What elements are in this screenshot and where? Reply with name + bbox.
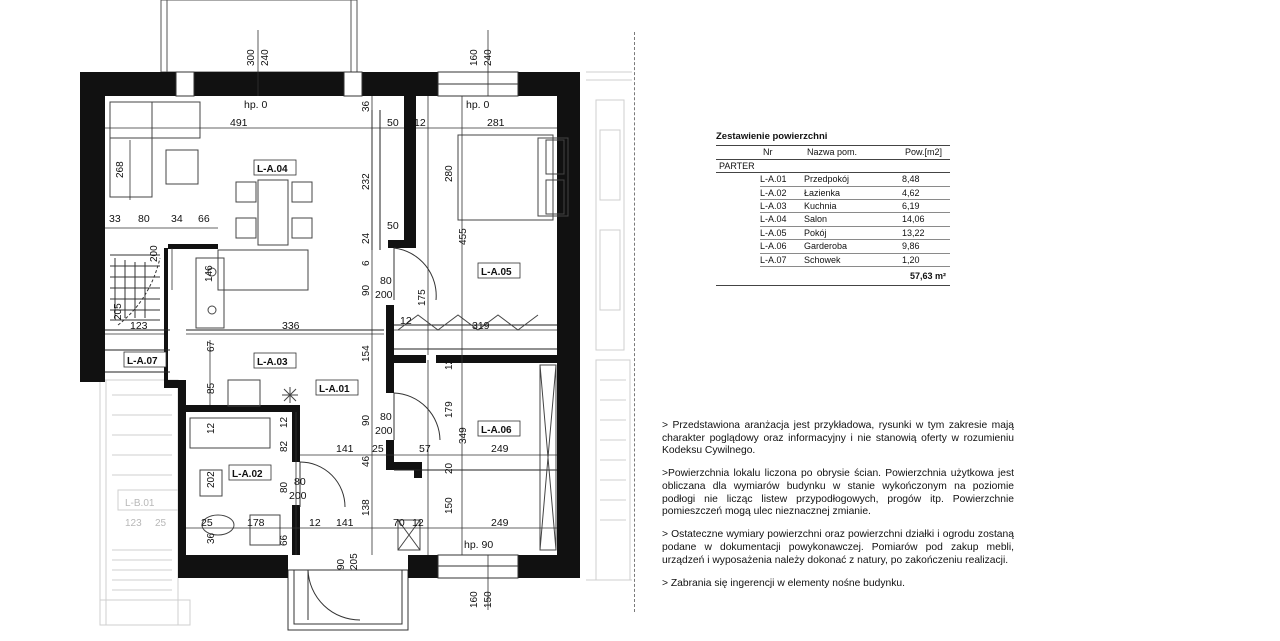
room-label-r1: L-A.01	[319, 384, 350, 395]
table-title: Zestawienie powierzchni	[716, 131, 950, 146]
table-header	[716, 146, 950, 159]
cell-name: Schowek	[804, 254, 841, 265]
dim-h66: 66	[198, 213, 210, 225]
cell-area: 4,62	[902, 187, 920, 198]
note-4: > Zabrania się ingerencji w elementy nośne budynku.	[662, 577, 905, 589]
note-2: >Powierzchnia lokalu liczona po obrysie ścian. Powierzchnia użytkowa jest obliczana dla wymiarów budynku w stanie wykończonym na poziomie podłogi nie licząc listew przypodłogowych, progów itp. Powierzchnie pomieszczeń mogą ulec nieznacznej zmianie.	[662, 468, 1014, 518]
dim-v205: 205	[113, 303, 124, 320]
cell-nr: L-A.03	[760, 201, 787, 212]
cell-nr: L-A.06	[760, 241, 787, 252]
dim-v36a: 36	[361, 100, 372, 112]
cell-area: 9,86	[902, 241, 920, 252]
dim-v202: 202	[206, 471, 217, 488]
cell-nr: L-A.01	[760, 174, 787, 185]
dim-d3b: 200	[289, 490, 307, 502]
dim-w3b: 150	[483, 591, 494, 608]
dim-h33: 33	[109, 213, 121, 225]
dim-v90a: 90	[361, 284, 372, 296]
dim-v146: 146	[204, 265, 215, 282]
dim-h12c: 12	[309, 517, 321, 529]
table-row	[760, 254, 950, 267]
dim-v6: 6	[361, 260, 372, 266]
dim-d1b: 200	[375, 289, 393, 301]
cell-name: Garderoba	[804, 241, 848, 252]
neighbor-unit-right	[586, 72, 632, 580]
dim-v46: 46	[361, 455, 372, 467]
dim-v67: 67	[206, 340, 217, 352]
dim-v349: 349	[458, 427, 469, 444]
cell-name: Kuchnia	[804, 201, 837, 212]
dim-h80: 80	[138, 213, 150, 225]
room-label-r2: L-A.02	[232, 469, 263, 480]
table-total: 57,63 m²	[716, 267, 950, 286]
dim-v154: 154	[361, 345, 372, 362]
dim-d2b: 200	[375, 425, 393, 437]
dim-v66: 66	[279, 534, 290, 546]
dim-h141b: 141	[336, 517, 354, 529]
cell-area: 8,48	[902, 174, 920, 185]
cell-nr: L-A.07	[760, 254, 787, 265]
room-label-r4: L-A.04	[257, 164, 288, 175]
dim-d4a: 90	[336, 558, 347, 570]
cell-name: Salon	[804, 214, 828, 225]
dim-v232: 232	[361, 173, 372, 190]
header-nr: Nr	[763, 147, 773, 158]
dim-h70: 70	[393, 517, 405, 529]
room-label-r3: L-A.03	[257, 357, 288, 368]
cell-area: 6,19	[902, 201, 920, 212]
dim-d4b: 205	[349, 553, 360, 570]
dim-w3a: 160	[469, 591, 480, 608]
room-label-r7: L-A.07	[127, 356, 158, 367]
ghost-unit-label: L-B.01	[125, 498, 155, 509]
note-1: > Przedstawiona aranżacja jest przykładowa, rysunki w tym zakresie mają charakter poglądowy oraz informacyjny i nie stanowią oferty w rozumieniu Kodeksu Cywilnego.	[662, 420, 1014, 457]
dim-h178: 178	[247, 517, 265, 529]
section-label: PARTER	[716, 160, 950, 173]
dim-v85: 85	[206, 382, 217, 394]
dim-h12a: 12	[414, 117, 426, 129]
dim-h336: 336	[282, 320, 300, 332]
room-label-r5: L-A.05	[481, 267, 512, 278]
dim-w1a: 300	[246, 49, 257, 66]
balcony-top	[161, 0, 357, 72]
cell-nr: L-A.02	[760, 187, 787, 198]
ghost-dim-2: 25	[155, 518, 167, 529]
dim-h249b: 249	[491, 517, 509, 529]
table-row	[760, 173, 950, 186]
note-3: > Ostateczne wymiary powierzchni oraz powierzchni działki i ogrodu zostaną podane w dokumentacji powykonawczej. Pomiarów pod zakup mebli, urządzeń i wyposażenia należy dokonać z natury, po zakończeniu realizacji.	[662, 529, 1014, 566]
table-row	[760, 187, 950, 200]
dim-v82: 82	[279, 440, 290, 452]
dim-v12b: 12	[206, 422, 217, 434]
cell-nr: L-A.05	[760, 227, 787, 238]
header-area: Pow.[m2]	[905, 147, 943, 158]
dim-v280: 280	[444, 165, 455, 182]
notes-section	[662, 420, 1014, 601]
dim-v200: 200	[149, 245, 160, 262]
level-top-right: hp. 0	[466, 99, 490, 111]
dim-v150: 150	[444, 497, 455, 514]
level-bottom: hp. 90	[464, 539, 494, 551]
dim-v20: 20	[444, 462, 455, 474]
dim-v90b: 90	[361, 414, 372, 426]
dim-v138: 138	[361, 499, 372, 516]
dim-h12d: 12	[412, 517, 424, 529]
dim-v24: 24	[361, 232, 372, 244]
dim-h25a: 25	[372, 443, 384, 455]
dim-h57: 57	[419, 443, 431, 455]
cell-area: 14,06	[902, 214, 925, 225]
dim-h34: 34	[171, 213, 183, 225]
dim-h50a: 50	[387, 117, 399, 129]
table-row	[760, 213, 950, 226]
table-row	[760, 227, 950, 240]
cell-name: Przedpokój	[804, 174, 850, 185]
interior-lines	[105, 110, 557, 470]
sheet-divider	[634, 32, 635, 612]
ghost-dim-1: 123	[125, 518, 142, 529]
area-summary-table	[716, 131, 950, 286]
cell-name: Pokój	[804, 227, 827, 238]
dim-d1a: 80	[380, 275, 392, 287]
entrance-porch	[288, 570, 408, 630]
dim-v36b: 36	[206, 532, 217, 544]
dim-h319: 319	[472, 320, 490, 332]
dim-w1b: 240	[260, 49, 271, 66]
table-row	[760, 200, 950, 213]
cell-area: 1,20	[902, 254, 920, 265]
room-label-r6: L-A.06	[481, 425, 512, 436]
level-top-left: hp. 0	[244, 99, 268, 111]
dim-d3a: 80	[294, 476, 306, 488]
dim-v12a: 12	[444, 358, 455, 370]
dim-h12b: 12	[400, 315, 412, 327]
cell-area: 13,22	[902, 227, 925, 238]
dim-w2a: 160	[469, 49, 480, 66]
dim-v455: 455	[458, 228, 469, 245]
dim-v12c: 12	[279, 416, 290, 428]
dim-v179: 179	[444, 401, 455, 418]
cell-nr: L-A.04	[760, 214, 787, 225]
dim-h50b: 50	[387, 220, 399, 232]
cell-name: Łazienka	[804, 187, 841, 198]
dim-h141a: 141	[336, 443, 354, 455]
dim-h123: 123	[130, 320, 148, 332]
dim-w2b: 240	[483, 49, 494, 66]
header-name: Nazwa pom.	[807, 147, 858, 158]
dim-d2a: 80	[380, 411, 392, 423]
dim-h491: 491	[230, 117, 248, 129]
dim-v90c: 80	[279, 481, 290, 493]
dim-h25b: 25	[201, 517, 213, 529]
dim-v268: 268	[115, 161, 126, 178]
table-row	[760, 240, 950, 253]
dim-h249a: 249	[491, 443, 509, 455]
dim-v175: 175	[417, 289, 428, 306]
dim-h281: 281	[487, 117, 505, 129]
